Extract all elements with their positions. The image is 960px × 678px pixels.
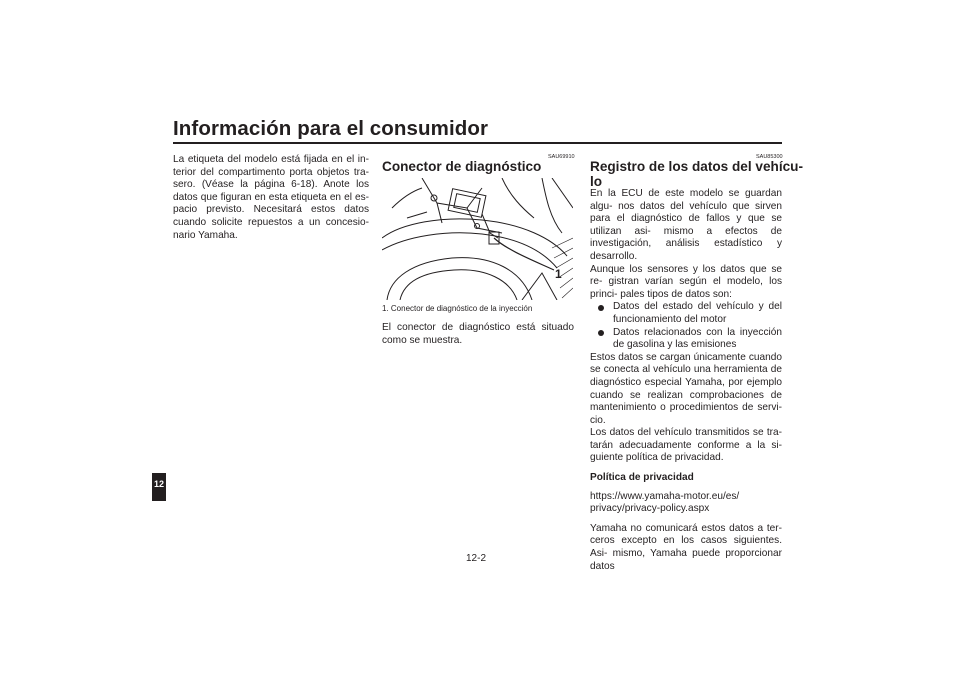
chapter-tab xyxy=(152,473,166,501)
privacy-subheading: Política de privacidad xyxy=(590,472,694,484)
header-rule xyxy=(173,142,782,144)
section-code: SAU69910 xyxy=(548,154,575,160)
chapter-number: 12 xyxy=(153,479,164,489)
privacy-url: https://www.yamaha-motor.eu/es/ privacy/privacy-policy.aspx xyxy=(590,490,740,515)
section-heading: Registro de los datos del vehícu- lo xyxy=(590,159,804,189)
paragraph: Yamaha no comunicará estos datos a ter- ceros excepto en los casos siguientes. Asi- mismo, Yamaha puede proporcionar datos xyxy=(590,522,782,572)
paragraph: Los datos del vehículo transmitidos se tra- tarán adecuadamente conforme a la si- guiente política de privacidad. xyxy=(590,427,782,464)
section-code: SAU85300 xyxy=(756,154,783,160)
left-paragraph: La etiqueta del modelo está fijada en el in- terior del compartimento porta objetos tra- sero. (Véase la página 6-18). Anote los datos que figuran en esta etiqueta en el es- pacio previsto. Necesitará estos datos cuando solicite repuestos a un concesio- nario Yamaha. xyxy=(173,154,369,241)
figure-caption: 1. Conector de diagnóstico de la inyección xyxy=(382,304,533,313)
bullet-icon xyxy=(598,305,604,311)
section-heading: Conector de diagnóstico xyxy=(382,159,542,174)
figure-callout: 1 xyxy=(555,267,562,281)
left-column xyxy=(173,154,369,242)
page-number: 12-2 xyxy=(466,553,487,564)
paragraph: Aunque los sensores y los datos que se re- gistran varían según el modelo, los princi- pales tipos de datos son: xyxy=(590,263,782,300)
engine-illustration xyxy=(382,178,573,300)
middle-paragraph: El conector de diagnóstico está situado como se muestra. xyxy=(382,322,574,346)
right-column xyxy=(590,188,782,573)
list-item: Datos relacionados con la inyección de gasolina y las emisiones xyxy=(590,327,782,352)
data-types-list xyxy=(590,301,782,351)
paragraph: En la ECU de este modelo se guardan algu- nos datos del vehículo que sirven para el diagnóstico de fallos y que se utilizan asi- mismo a efectos de investigación, análisis estadístico y desarrollo. xyxy=(590,188,782,262)
paragraph: Estos datos se cargan únicamente cuando se conecta al vehículo una herramienta de diagnóstico especial Yamaha, por ejemplo cuando se realizan comprobaciones de mantenimiento o procedimientos de servi- cio. xyxy=(590,351,782,426)
page-title: Información para el consumidor xyxy=(173,117,489,140)
bullet-icon xyxy=(598,330,604,336)
middle-column xyxy=(382,322,574,347)
diagnostic-connector-figure xyxy=(382,178,573,300)
list-item: Datos del estado del vehículo y del funcionamiento del motor xyxy=(590,301,782,326)
